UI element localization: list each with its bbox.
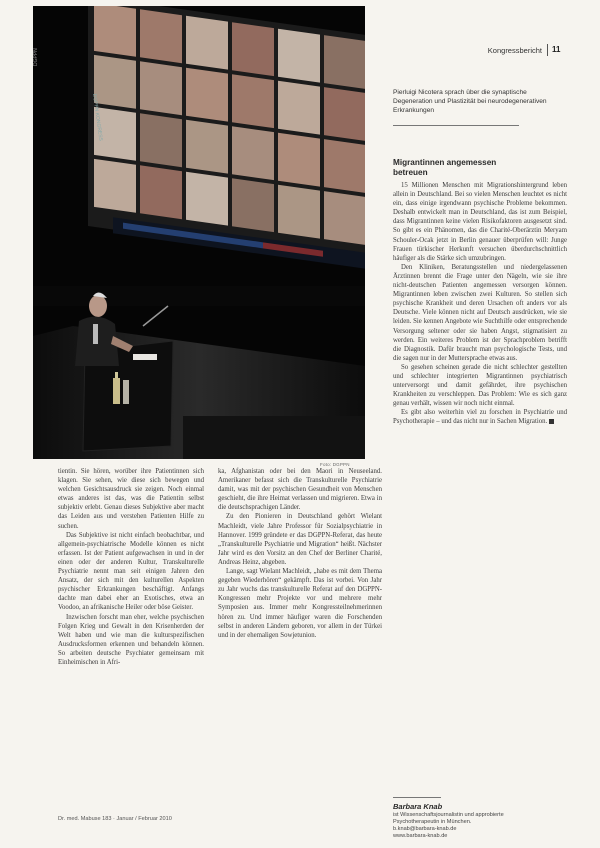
paragraph: Zu den Pionieren in Deutschland gehört Wielant Machleidt, viele Jahre Professor für Sozialpsychiatrie in Hannover. 1999 gründete er das DGPPN-Referat, das heute „Transkulturelle Psychiatrie und Migration“ heißt. Nächster Jahr wird es den Vorsitz an den Chef der Berliner Charité, Andreas Heinz, abgeben. bbox=[218, 513, 382, 566]
end-mark-icon bbox=[549, 419, 554, 424]
paragraph: Lange, sagt Wielant Machleidt, „habe es mit dem Thema gegeben Wiederhören“ gekämpft. Das ist vorbei. Von Jahr zu Jahr wuchs das transkulturelle Referat auf den DGPPN-Kongressen mehr Projekte vor und mehrere mehr Symposien aus. Immer mehr Kongressteilnehmerinnen hören zu. Und immer häufiger waren die Forschenden selbst in anderen Ländern geboren, vor allem in der Türkei und in der ehemaligen Sowjetunion. bbox=[218, 568, 382, 639]
subhead bbox=[393, 158, 567, 178]
subhead-line-2: betreuen bbox=[393, 168, 428, 177]
subhead-line-1: Migrantinnen angemessen bbox=[393, 158, 497, 167]
paragraph bbox=[393, 408, 567, 426]
conference-photo bbox=[33, 6, 365, 459]
video-wall-tile bbox=[232, 22, 274, 76]
middle-column bbox=[218, 467, 382, 640]
author-website[interactable]: www.barbara-knab.de bbox=[393, 833, 448, 839]
author-info bbox=[393, 812, 567, 840]
video-wall-tile bbox=[324, 139, 365, 193]
video-wall-tile bbox=[140, 61, 182, 115]
photo-caption: Pierluigi Nicotera sprach über die synaptische Degeneration und Plastizität bei neurodegenerativen Erkrankungen bbox=[393, 89, 547, 114]
author-info-line: Psychotherapeutin in München. bbox=[393, 819, 472, 825]
author-rule bbox=[393, 797, 441, 798]
video-wall-tile bbox=[186, 172, 228, 226]
video-wall-tile bbox=[324, 35, 365, 89]
video-wall-tile bbox=[186, 68, 228, 122]
paragraph: 15 Millionen Menschen mit Migrationshintergrund leben allein in Deutschland. Bei so vielen Menschen leuchtet es nicht ein, dass einige irgendwann psychische Probleme bekommen. Deshalb entwickelt man in Deutschland, das ist zum Beispiel, dass Migrantinnen keine vielen Risikofaktoren ausgesetzt sind. So gibt es ein Phänomen, das die Charité-Oberärztin Meryam Schouler-Ocak jetzt in Berlin genauer überprüfen will: Junge Frauen türkischer Herkunft versuchen überdurchschnittlich häufiger als die Stärke sich umzubringen. bbox=[393, 182, 567, 262]
paragraph: ka, Afghanistan oder bei den Maori in Neuseeland. Amerikaner befasst sich die Transkulturelle Psychiatrie damit, was mit der psychischen Gesundheit von Menschen geschieht, die ihre Heimat verlassen und migrieren. Etwa in die deutschsprachigen Länder. bbox=[218, 468, 382, 512]
video-wall-tile bbox=[94, 6, 136, 57]
screen-label-2: DGPPN KONGRESS bbox=[91, 93, 104, 142]
screen-label-1: DGPPN bbox=[33, 48, 39, 66]
left-column bbox=[58, 467, 204, 667]
photo-credit: Foto: DGPPN bbox=[320, 462, 350, 467]
video-wall-tile bbox=[278, 185, 320, 239]
video-wall-tile bbox=[324, 87, 365, 141]
video-wall-tile bbox=[232, 74, 274, 128]
section-title: Kongressbericht bbox=[487, 46, 542, 55]
photo-illustration bbox=[33, 6, 365, 459]
video-wall-tile bbox=[186, 120, 228, 174]
video-wall-tile bbox=[94, 159, 136, 213]
paragraph: Inzwischen forscht man eher, welche psychischen Folgen Krieg und Gewalt in den Krisenherden der Welt haben und wie man die kulturspezifischen Ausdrucksformen erkennen und behandeln können. So arbeiten deutsche Psychiater gemeinsam mit Einheimischen in Afri- bbox=[58, 613, 204, 666]
paragraph-text: Es gibt also weiterhin viel zu forschen in Psychiatrie und Psychotherapie – und das nicht nur in Sachen Migration. bbox=[393, 409, 567, 426]
author-name: Barbara Knab bbox=[393, 802, 443, 811]
paragraph: Den Kliniken, Beratungsstellen und niedergelassenen Ärztinnen brennt die Frage unter den Nägeln, wie sie ihre nicht-deutschen Patienten angemessen versorgen können. Migrantinnen leben zwischen zwei Kulturen. So stellen sich psychische Krankheit und deren Ursachen oft anders vor als Deutsche. Viele können nicht auf Deutsch ausdrücken, wie sie leiden. Sie kennen Angebote wie Suchthilfe oder entsprechende Versorgung seltener oder sie haben Angst, stigmatisiert zu werden. Ein weiteres Problem ist der Sprachproblem betrifft die Diagnostik. Dafür braucht man psychologische Tests, und die sagen nur in der Muttersprache etwas aus. bbox=[393, 263, 567, 362]
video-wall-tile bbox=[232, 126, 274, 180]
video-wall-tile bbox=[140, 9, 182, 63]
paragraph: Das Subjektive ist nicht einfach beobachtbar, und allgemein-psychiatrische Modelle können es nicht erfassen. Ist der Patient aufgewachsen in und in der einen oder der anderen Kultur, Transkulturelle Psychiatrie nennt man seit einigen Jahren den Ansatz, der sich mit den kulturellen Aspekten psychischer Erkrankungen beschäftigt. Anfangs dachte man dabei eher an Exotisches, etwa an Voodoo, an afrikanische Heiler oder böse Geister. bbox=[58, 531, 204, 612]
video-wall-tile bbox=[140, 113, 182, 167]
video-wall-tile bbox=[140, 165, 182, 219]
paragraph: So gesehen scheinen gerade die nicht schlechter gestellten und schlechter integrierten Migrantinnen psychiatrisch unterversorgt und damit gefährdet, ihre psychischen Krankheiten zu verschleppen. Das Problem: Wie es sich ganz genau verhält, wissen wir noch nicht einmal. bbox=[393, 363, 567, 408]
right-column bbox=[393, 158, 567, 427]
video-wall-tile bbox=[278, 133, 320, 187]
video-wall-tile bbox=[94, 55, 136, 109]
author-info-line: ist Wissenschaftsjournalistin und approbierte bbox=[393, 812, 504, 818]
paragraph: tientin. Sie hören, worüber ihre Patientinnen sich klagen. Sie sehen, wie diese sich bewegen und welchen Gesichtsausdruck sie zeigen. Noch einmal etwas anderes ist das, was die Patientin selbst subjektiv erlebt. Genau dieses Subjektive aber macht das Leiden aus und verstehen Patienten Hilfe zu suchen. bbox=[58, 468, 204, 530]
video-wall-tile bbox=[324, 191, 365, 245]
video-wall-tile bbox=[278, 81, 320, 135]
video-wall-tile bbox=[278, 29, 320, 83]
video-wall-tile bbox=[232, 178, 274, 232]
page-footer: Dr. med. Mabuse 183 · Januar / Februar 2010 bbox=[58, 816, 172, 822]
author-email[interactable]: b.knab@barbara-knab.de bbox=[393, 826, 457, 832]
video-wall-tile bbox=[186, 16, 228, 70]
caption-rule bbox=[393, 125, 519, 126]
page-number: 11 bbox=[552, 45, 561, 54]
header-separator bbox=[547, 44, 548, 56]
